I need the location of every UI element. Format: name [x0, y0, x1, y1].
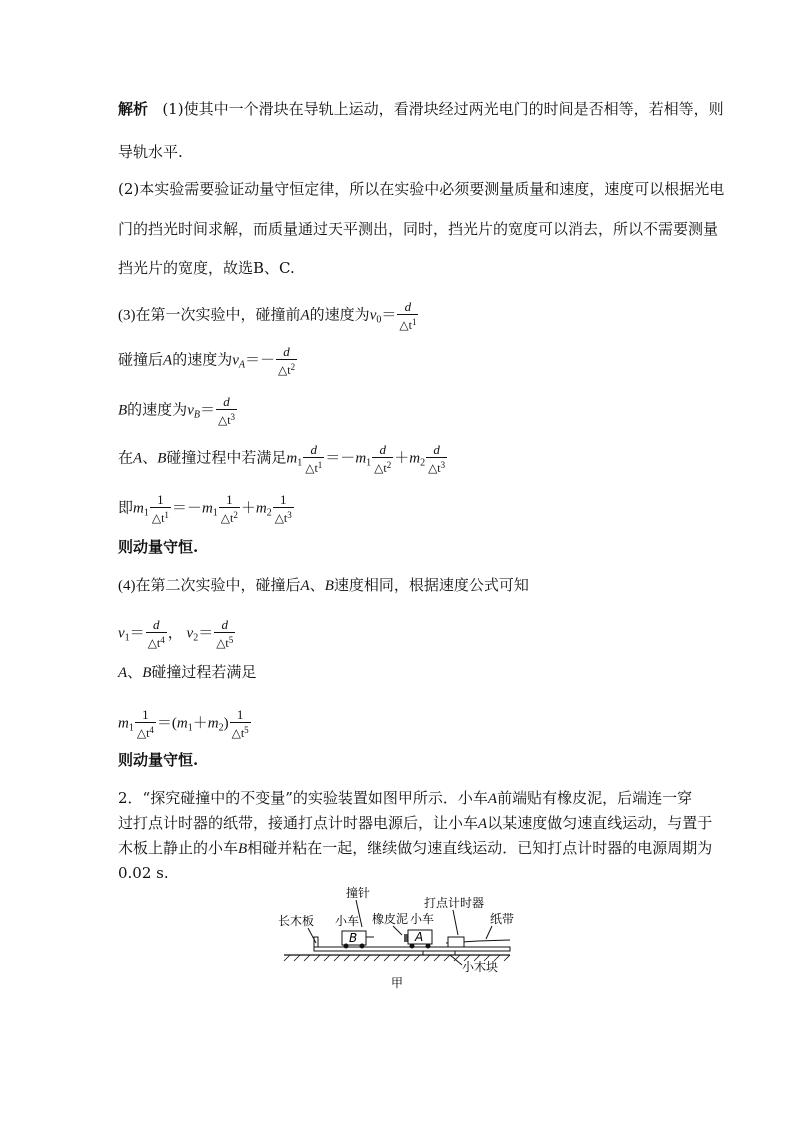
after-suffix: 的速度为 [172, 352, 233, 369]
m-symbol: m [201, 500, 213, 517]
cart-a-symbol: A [133, 450, 143, 467]
frac-denominator [273, 508, 294, 525]
m-symbol: m [286, 450, 298, 467]
t-index: 1 [164, 510, 169, 520]
conserved-text-2: 则动量守恒. [118, 751, 199, 769]
frac-numerator: 1 [219, 493, 240, 508]
vb-sub: B [193, 409, 200, 421]
fraction-d-dt3 [216, 395, 237, 427]
fraction-d-dt3 [426, 443, 447, 475]
v-symbol: v [187, 402, 194, 419]
frac-denominator [216, 410, 237, 427]
frac-denominator [372, 458, 393, 475]
m1-sub: 1 [143, 507, 149, 519]
frac-denominator [135, 723, 156, 740]
v2-sub: 2 [193, 632, 199, 644]
simplified-equation: 即$m_1$ $\frac{1}{\triangle t^1}$ $=-m_1$ $\frac{1}{\triangle t^2}$ $+m_2$ $\frac{1}{\triangle t^3}$ [118, 492, 292, 525]
delta-t: △t [220, 511, 234, 525]
t-index: 1 [411, 317, 417, 327]
cart-b [342, 931, 374, 949]
block-pointer [450, 955, 462, 965]
needle-label: 撞针 [346, 886, 371, 900]
q2-text-1b: 前端贴有橡皮泥，后端连一穿 [497, 789, 693, 807]
analysis-line-1 [118, 98, 724, 120]
part3-intro: (3)在第一次实验中，碰撞前 [118, 307, 301, 324]
q2-line-2 [118, 812, 712, 835]
tape-label: 纸带 [490, 912, 515, 926]
fraction-d-dt4 [146, 618, 167, 650]
m1-sub: 1 [366, 457, 372, 469]
part4-intro: (4)在第二次实验中，碰撞后 [118, 578, 301, 594]
delta-t: △t [428, 461, 441, 475]
fraction-d-dt2 [276, 345, 297, 377]
delta-t: △t [305, 461, 318, 475]
after-prefix: 碰撞后 [118, 352, 164, 369]
q2-text-4: 0.02 s. [118, 864, 169, 882]
part1-number: (1) [162, 100, 184, 118]
frac-denominator [146, 633, 167, 650]
putty [404, 934, 408, 942]
fraction-1-dt4 [135, 708, 156, 740]
v0-equation: (3)在第一次实验中，碰撞前A的速度为$v_0=$ $\frac{d}{\triangle t^1}$ [118, 299, 417, 332]
fraction-d-dt1 [303, 443, 324, 475]
va-equation: 碰撞后A的速度为$v_A=-$ $\frac{d}{\triangle t^2}$ [118, 344, 296, 377]
m2-sub: 2 [266, 507, 272, 519]
v1-v2-equation: $v_1=$ $\frac{d}{\triangle t^4}$ ， $v_2=$ $\frac{d}{\triangle t^5}$ [118, 617, 234, 650]
cart-a-symbol: A [118, 665, 128, 681]
delta-t: △t [216, 636, 229, 650]
board-pointer [308, 928, 316, 943]
part4-cond: 碰撞过程若满足 [151, 665, 257, 681]
frac-numerator: d [216, 395, 237, 410]
m1-sub: 1 [297, 457, 303, 469]
part2-text-3: 挡光片的宽度，故选B、C. [118, 259, 295, 277]
q2-text-1: 2．“探究碰撞中的不变量”的实验装置如图甲所示．小车 [118, 789, 488, 807]
frac-numerator: d [303, 443, 324, 458]
frac-numerator: 1 [273, 493, 294, 508]
q2-line-1 [118, 787, 692, 810]
cart-a-symbol: A [487, 791, 498, 807]
delta-t: △t [147, 636, 161, 650]
timer-label: 打点计时器 [424, 896, 485, 910]
wheel-icon [410, 944, 415, 949]
m2-sub: 2 [420, 457, 426, 469]
frac-denominator [426, 458, 447, 475]
t-index: 2 [290, 362, 296, 372]
frac-denominator [397, 315, 418, 332]
board-label: 长木板 [278, 914, 315, 928]
analysis-line-2 [118, 141, 183, 163]
t-index: 4 [160, 635, 165, 645]
va-sub: A [238, 359, 245, 371]
fraction-d-dt1 [397, 300, 418, 332]
m-symbol: m [355, 450, 367, 467]
frac-numerator: 1 [230, 708, 251, 723]
cart-b-label: 小车 [335, 914, 360, 928]
conserved-line-2 [118, 749, 198, 771]
cart-a-symbol: A [300, 307, 310, 324]
part2-text-2: 门的挡光时间求解，而质量通过天平测出，同时，挡光片的宽度可以消去，所以不需要测量 [118, 220, 719, 238]
frac-numerator: d [146, 618, 167, 633]
v-symbol: v [232, 352, 239, 369]
delta-t: △t [374, 461, 387, 475]
m-symbol: m [133, 500, 144, 517]
delta-t: △t [231, 726, 245, 740]
v1-sub: 1 [124, 632, 130, 644]
comma-sep: 、 [142, 450, 158, 467]
delta-t: △t [274, 511, 288, 525]
t-index: 3 [287, 510, 292, 520]
t-index: 5 [244, 725, 249, 735]
v0-symbol: v [369, 307, 377, 324]
part1-text: 使其中一个滑块在导轨上运动，看滑块经过两光电门的时间是否相等，若相等，则 [183, 100, 724, 118]
cart-a-symbol: A [300, 578, 310, 594]
frac-numerator: 1 [135, 708, 156, 723]
m-symbol: m [207, 715, 219, 732]
part4-cond-line [118, 662, 256, 684]
frac-denominator [230, 723, 251, 740]
speed-text: 的速度为 [309, 307, 370, 324]
q2-line-4 [118, 862, 169, 884]
comma-sep: 、 [127, 665, 143, 681]
m-symbol: m [176, 715, 188, 732]
cart-b-letter: B [349, 931, 358, 945]
q2-text-3: 木板上静止的小车 [118, 839, 239, 857]
cart-a-symbol: A [163, 352, 173, 369]
cart-b-symbol: B [142, 665, 152, 681]
part1-continuation: 导轨水平. [118, 143, 183, 161]
delta-t: △t [136, 726, 150, 740]
frac-denominator [150, 508, 171, 525]
t-index: 5 [228, 635, 234, 645]
experiment-diagram [278, 885, 528, 995]
m-symbol: m [255, 500, 267, 517]
t-index: 1 [317, 460, 323, 470]
conserved-text: 则动量守恒. [118, 538, 199, 556]
in-prefix: 在 [118, 450, 134, 467]
v0-sub: 0 [376, 314, 382, 326]
m1-sub: 1 [187, 722, 193, 734]
q2-line-3 [118, 837, 712, 860]
part4-rest: 速度相同，根据速度公式可知 [333, 578, 529, 594]
v-symbol: v [186, 625, 194, 642]
part2-line-3 [118, 257, 295, 279]
q2-text-3b: 相碰并粘在一起，继续做匀速直线运动．已知打点计时器的电源周期为 [247, 839, 713, 857]
frac-denominator [214, 633, 235, 650]
m2-sub: 2 [218, 722, 224, 734]
frac-numerator: d [426, 443, 447, 458]
fraction-1-dt5 [230, 708, 251, 740]
fraction-1-dt1 [150, 493, 171, 525]
cart-a [404, 930, 432, 949]
vb-equation: B的速度为$v_B=$ $\frac{d}{\triangle t^3}$ [118, 394, 236, 427]
putty-pointer [393, 926, 402, 935]
cart-a-label: 小车 [410, 912, 435, 926]
analysis-label: 解析 [118, 100, 149, 118]
putty-label: 橡皮泥 [372, 912, 409, 926]
spark-timer [448, 937, 464, 947]
cart-b-symbol: B [238, 841, 248, 857]
delta-t: △t [399, 318, 412, 332]
comma-sep: 、 [309, 578, 325, 594]
momentum-condition: 在A、B碰撞过程中若满足$m_1$ $\frac{d}{\triangle t^1}$ $=-m_1$ $\frac{d}{\triangle t^2}$ $+m_2$ $\frac{d}{\triangle t^3}$ [118, 442, 446, 475]
t-index: 4 [149, 725, 154, 735]
part4-intro-line [118, 575, 529, 597]
conserved-line-1 [118, 536, 198, 558]
cart-a-symbol: A [478, 816, 488, 832]
wheel-icon [360, 944, 365, 949]
m1-sub: 1 [212, 507, 218, 519]
m-symbol: m [409, 450, 421, 467]
ji-text: 即 [118, 500, 134, 517]
part2-line-1 [118, 178, 724, 200]
t-index: 2 [386, 460, 392, 470]
cart-a-letter: A [415, 930, 424, 944]
m-symbol: m [118, 715, 129, 732]
frac-numerator: d [214, 618, 235, 633]
tape-pointer [486, 926, 492, 939]
cart-b-symbol: B [118, 402, 128, 419]
timer-pointer [453, 910, 458, 935]
fraction-1-dt2 [219, 493, 240, 525]
wheel-icon [344, 944, 349, 949]
part2-line-2 [118, 218, 718, 240]
m1-sub: 1 [128, 722, 134, 734]
frac-denominator [219, 508, 240, 525]
t-index: 3 [230, 412, 236, 422]
block-label: 小木块 [462, 960, 499, 974]
delta-t: △t [151, 511, 165, 525]
inelastic-equation: $m_1$ $\frac{1}{\triangle t^4}$ $=(m_1+m_2)$ $\frac{1}{\triangle t^5}$ [118, 707, 249, 740]
frac-numerator: d [276, 345, 297, 360]
frac-numerator: 1 [150, 493, 171, 508]
frac-numerator: d [372, 443, 393, 458]
t-index: 3 [440, 460, 446, 470]
frac-denominator [303, 458, 324, 475]
q2-text-2: 过打点计时器的纸带，接通打点计时器电源后，让小车 [118, 814, 479, 832]
t-index: 2 [233, 510, 238, 520]
frac-numerator: d [397, 300, 418, 315]
part2-text-1: (2)本实验需要验证动量守恒定律，所以在实验中必须要测量质量和速度，速度可以根据光电 [118, 180, 725, 198]
figure-caption: 甲 [391, 976, 404, 990]
condition-text: 碰撞过程中若满足 [166, 450, 287, 467]
q2-text-2b: 以某速度做匀速直线运动，与置于 [487, 814, 713, 832]
delta-t: △t [217, 413, 231, 427]
wheel-icon [426, 944, 431, 949]
fraction-d-dt5 [214, 618, 235, 650]
frac-denominator [276, 360, 297, 377]
b-speed-text: 的速度为 [127, 402, 188, 419]
fraction-1-dt3 [273, 493, 294, 525]
v-symbol: v [118, 625, 125, 642]
fraction-d-dt2 [372, 443, 393, 475]
cart-b-symbol: B [157, 450, 167, 467]
delta-t: △t [278, 363, 291, 377]
cart-b-symbol: B [324, 578, 334, 594]
